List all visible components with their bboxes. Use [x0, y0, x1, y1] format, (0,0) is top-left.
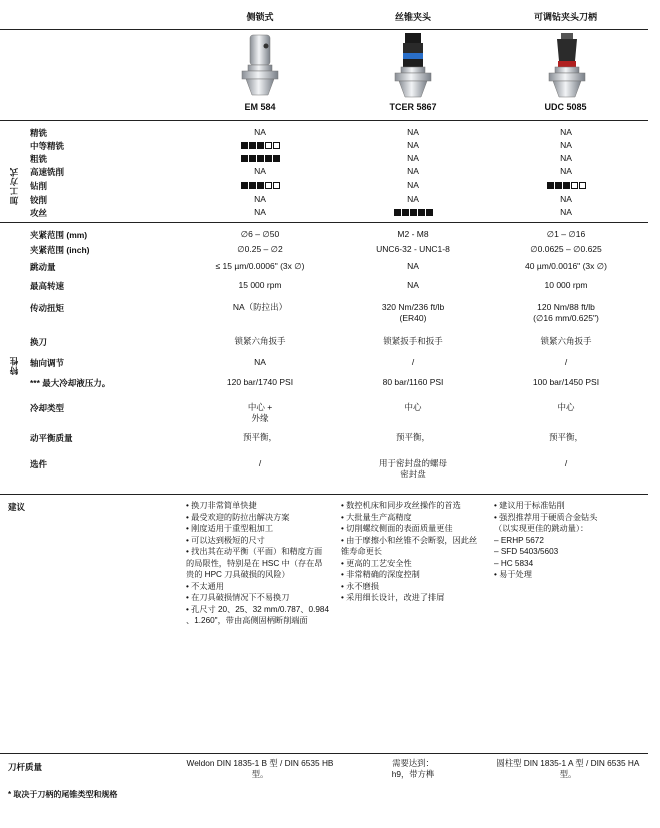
feature-value: ∅0.25 – ∅2	[237, 244, 283, 254]
footnote: * 取决于刀柄的尾锥类型和规格	[8, 790, 118, 799]
advice-line: 的局限性，特别是在 HSC 中（存在昂	[186, 558, 323, 568]
feature-value: /	[564, 357, 568, 367]
feature-value: NA	[407, 280, 419, 290]
filled-square-icon	[249, 155, 256, 162]
advice-line: • 切削螺纹侧面的表面质量更佳	[341, 524, 453, 533]
filled-square-icon	[265, 155, 272, 162]
empty-square-icon	[579, 182, 586, 189]
feature-value: 80 bar/1160 PSI	[382, 377, 444, 387]
feature-value: NA	[254, 357, 266, 367]
feature-value: 预平衡，	[395, 432, 430, 442]
machining-value: NA	[254, 127, 266, 137]
machining-value: NA	[407, 153, 419, 163]
rating-squares	[185, 180, 335, 191]
machining-section-label: 加工方式	[9, 167, 19, 205]
filled-square-icon	[410, 209, 417, 216]
column-header-side-lock: 侧锁式	[246, 12, 274, 22]
feature-value: 中心	[557, 402, 575, 412]
machining-value: NA	[560, 207, 572, 217]
feature-value: UNC6-32 - UNC1-8	[376, 244, 450, 254]
empty-square-icon	[265, 182, 272, 189]
advice-line: • 采用细长设计，改进了排屑	[341, 593, 445, 602]
machining-row-label: 精铣	[30, 128, 48, 138]
advice-line: • 由于摩擦小和丝锥不会断裂，因此丝	[341, 535, 478, 545]
empty-square-icon	[273, 182, 280, 189]
advice-column-drill-chuck	[494, 500, 597, 581]
empty-square-icon	[265, 142, 272, 149]
filled-square-icon	[418, 209, 425, 216]
advice-line: （以实现更佳的跳动量）：	[494, 524, 589, 533]
feature-value: 用于密封盘的螺母 密封盘	[378, 458, 447, 479]
filled-square-icon	[241, 155, 248, 162]
advice-column-tap-chuck	[341, 500, 477, 604]
advice-line: • 换刀非常简单快捷	[186, 501, 257, 510]
top-rule	[0, 29, 648, 30]
feature-value: 100 bar/1450 PSI	[532, 377, 600, 387]
feature-value: /	[258, 458, 262, 468]
feature-value: M2 - M8	[397, 229, 429, 239]
empty-square-icon	[273, 142, 280, 149]
advice-line: 贵的 HPC 刀具破损的风险）	[186, 570, 290, 579]
feature-value: 中心	[404, 402, 422, 412]
feature-value: 锁紧六角扳手	[540, 336, 592, 346]
shank-label: 刀杆质量	[8, 762, 43, 772]
rating-squares	[185, 153, 335, 164]
filled-square-icon	[426, 209, 433, 216]
feature-value: /	[411, 357, 415, 367]
advice-line: 、1.260"，带由高侧固柄断削端面	[186, 616, 308, 625]
shank-value-side-lock: Weldon DIN 1835-1 B 型 / DIN 6535 HB 型。	[186, 758, 334, 779]
advice-line: • 刚度适用于重型粗加工	[186, 524, 274, 533]
shank-top-rule	[0, 753, 648, 754]
advice-line: • 数控机床和同步攻丝操作的首选	[341, 501, 461, 510]
filled-square-icon	[555, 182, 562, 189]
machining-row-label: 铰削	[30, 195, 48, 205]
feature-value: 15 000 rpm	[238, 280, 282, 290]
filled-square-icon	[241, 182, 248, 189]
machining-value: NA	[407, 194, 419, 204]
drill-chuck-image	[545, 31, 589, 99]
feature-row-label: 夹紧范围 (mm)	[30, 230, 88, 240]
machining-row-label: 攻丝	[30, 208, 48, 218]
advice-line: • 易于处理	[494, 570, 532, 579]
feature-value: 锁紧扳手和扳手	[383, 336, 443, 346]
feature-value: 锁紧六角扳手	[234, 336, 286, 346]
rating-squares	[338, 207, 488, 218]
machining-row-label: 钻削	[30, 181, 48, 191]
machining-value: NA	[407, 180, 419, 190]
filled-square-icon	[563, 182, 570, 189]
advice-line: 锥寿命更长	[341, 547, 382, 556]
machining-value: NA	[407, 140, 419, 150]
advice-line: – ERHP 5672	[494, 535, 544, 545]
machining-row-label: 粗铣	[30, 154, 48, 164]
machining-value: NA	[560, 194, 572, 204]
machining-value: NA	[560, 166, 572, 176]
feature-value: ≤ 15 µm/0.0006" (3x ∅)	[215, 261, 305, 271]
feature-row-label: *** 最大冷却液压力。	[30, 378, 111, 388]
feature-row-label: 换刀	[30, 337, 48, 347]
advice-line: • 建议用于标准钻削	[494, 501, 565, 510]
machining-top-rule	[0, 120, 648, 121]
features-section-label: 特性	[9, 356, 19, 375]
advice-line: • 永不磨损	[341, 581, 379, 591]
filled-square-icon	[257, 142, 264, 149]
feature-value: ∅0.0625 – ∅0.625	[530, 244, 602, 254]
advice-line: • 不太通用	[186, 581, 224, 591]
machining-row-label: 高速铣削	[30, 167, 65, 177]
filled-square-icon	[547, 182, 554, 189]
feature-value: 预平衡，	[548, 432, 583, 442]
feature-row-label: 动平衡质量	[30, 433, 73, 443]
feature-value: 320 Nm/236 ft/lb (ER40)	[381, 302, 445, 323]
filled-square-icon	[257, 155, 264, 162]
feature-value: ∅1 – ∅16	[546, 229, 586, 239]
features-top-rule	[0, 222, 648, 223]
feature-row-label: 冷却类型	[30, 403, 65, 413]
machining-value: NA	[407, 127, 419, 137]
feature-value: NA（防拉出）	[232, 302, 288, 312]
feature-value: 预平衡，	[242, 432, 277, 442]
filled-square-icon	[257, 182, 264, 189]
empty-square-icon	[571, 182, 578, 189]
feature-row-label: 传动扭矩	[30, 303, 65, 313]
feature-value: 40 µm/0.0016" (3x ∅)	[525, 261, 607, 271]
column-header-drill-chuck: 可调钻夹头刀柄	[533, 12, 597, 22]
machining-row-label: 中等精铣	[30, 141, 65, 151]
advice-line: • 最受欢迎的防拉出解决方案	[186, 512, 290, 522]
rating-squares	[185, 140, 335, 151]
feature-value: /	[564, 458, 568, 468]
advice-line: – HC 5834	[494, 558, 534, 568]
feature-row-label: 夹紧范围 (inch)	[30, 245, 90, 255]
machining-value: NA	[407, 166, 419, 176]
feature-value: 120 Nm/88 ft/lb (∅16 mm/0.625")	[533, 302, 599, 323]
advice-top-rule	[0, 494, 648, 495]
feature-row-label: 轴向调节	[30, 358, 65, 368]
advice-line: • 更高的工艺安全性	[341, 558, 412, 568]
feature-row-label: 最高转速	[30, 281, 65, 291]
feature-value: ∅6 – ∅50	[240, 229, 280, 239]
advice-line: • 可以达到极短的尺寸	[186, 535, 265, 545]
advice-line: • 大批量生产高精度	[341, 512, 412, 522]
feature-value: 10 000 rpm	[544, 280, 588, 290]
feature-value: 120 bar/1740 PSI	[226, 377, 294, 387]
advice-line: • 非常精确的深度控制	[341, 570, 420, 579]
machining-value: NA	[560, 127, 572, 137]
product-name-udc5085: UDC 5085	[544, 102, 587, 112]
filled-square-icon	[249, 182, 256, 189]
machining-value: NA	[254, 194, 266, 204]
side-lock-holder-image	[236, 33, 284, 97]
advice-line: • 找出其在动平衡（平面）和精度方面	[186, 547, 323, 556]
advice-line: – SFD 5403/5603	[494, 547, 559, 556]
shank-value-tap-chuck: 需要达到： h9，带方榫	[391, 758, 435, 779]
filled-square-icon	[394, 209, 401, 216]
product-name-em584: EM 584	[244, 102, 276, 112]
filled-square-icon	[249, 142, 256, 149]
column-header-tap-chuck: 丝锥夹头	[394, 12, 431, 22]
feature-value: 中心 + 外缘	[247, 402, 273, 423]
shank-value-drill-chuck: 圆柱型 DIN 1835-1 A 型 / DIN 6535 HA 型。	[496, 758, 640, 779]
filled-square-icon	[241, 142, 248, 149]
feature-value: NA	[407, 261, 419, 271]
advice-label: 建议	[8, 502, 26, 512]
rating-squares	[491, 180, 641, 191]
machining-value: NA	[560, 153, 572, 163]
machining-value: NA	[254, 207, 266, 217]
advice-line: • 孔尺寸 20、25、32 mm/0.787、0.984	[186, 604, 330, 614]
feature-row-label: 跳动量	[30, 262, 56, 272]
filled-square-icon	[273, 155, 280, 162]
machining-value: NA	[560, 140, 572, 150]
advice-line: • 在刀具破损情况下不易换刀	[186, 593, 290, 602]
feature-row-label: 选件	[30, 459, 48, 469]
tap-chuck-image	[391, 31, 435, 99]
machining-value: NA	[254, 166, 266, 176]
advice-column-side-lock	[186, 500, 329, 627]
filled-square-icon	[402, 209, 409, 216]
product-name-tcer5867: TCER 5867	[389, 102, 437, 112]
advice-line: • 强烈推荐用于硬质合金钻头	[494, 512, 598, 522]
